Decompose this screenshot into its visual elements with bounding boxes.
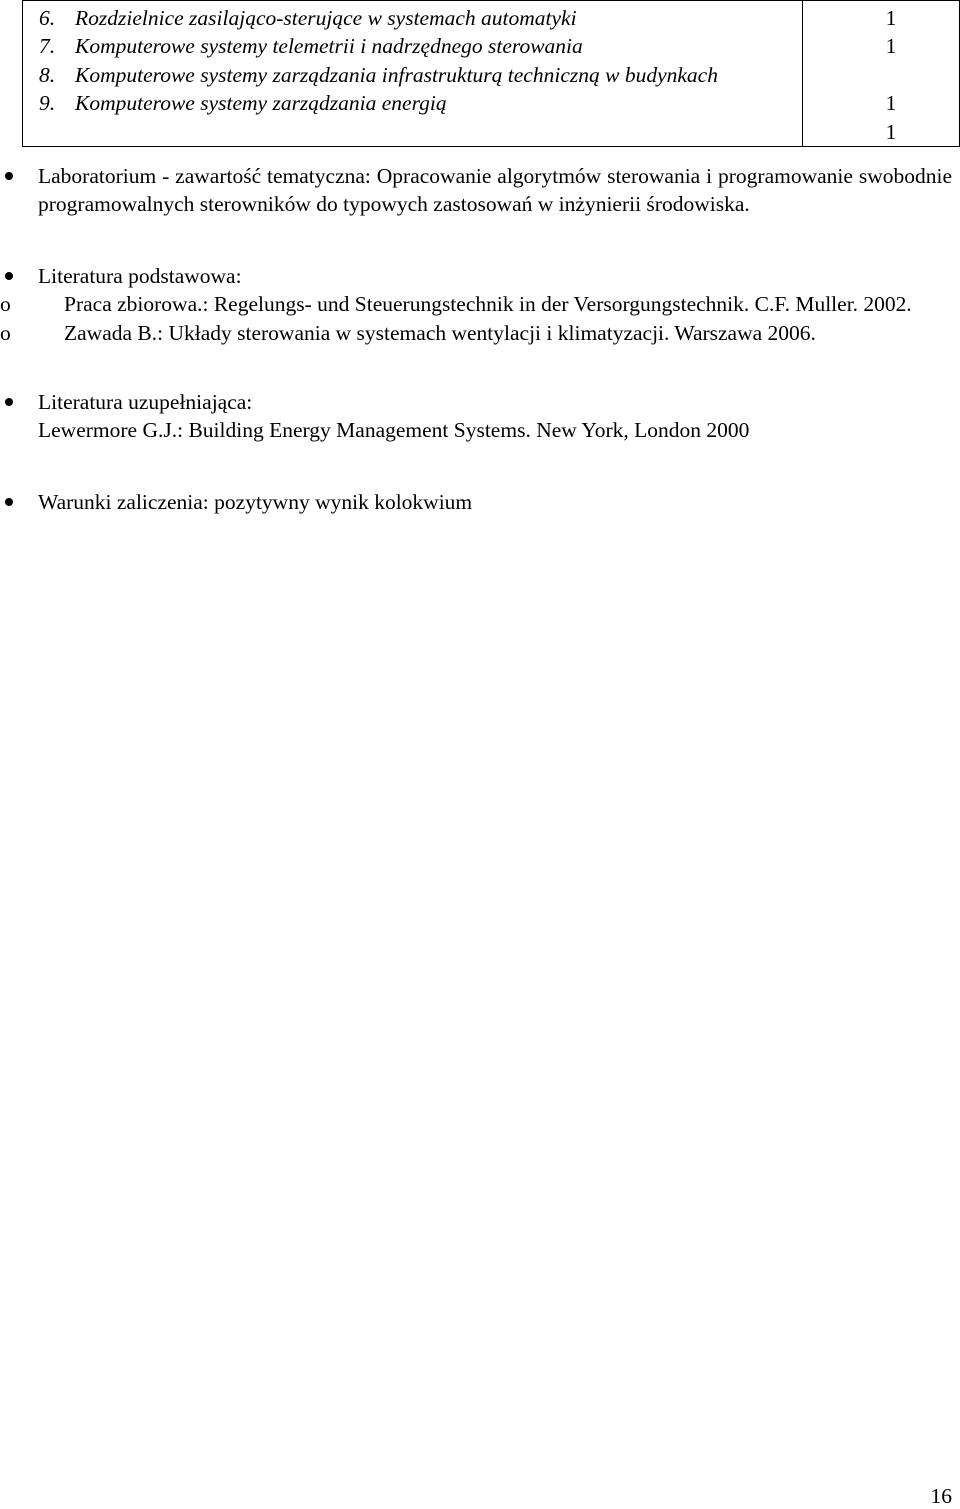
warunki-text: Warunki zaliczenia: pozytywny wynik kolokwium: [38, 490, 473, 514]
topic-title: Komputerowe systemy zarządzania energią: [75, 91, 447, 116]
list-marker: o: [0, 292, 11, 317]
bullet-icon: [5, 272, 13, 280]
topic-title: Komputerowe systemy zarządzania infrastrukturą techniczną w budynkach: [75, 62, 718, 87]
hours-cell: [803, 1, 960, 147]
list-item: [39, 4, 788, 32]
literature-item: [0, 290, 952, 318]
literature-entry: Lewermore G.J.: Building Energy Management Systems. New York, London 2000: [38, 418, 750, 443]
bullet-icon: [5, 398, 13, 406]
list-item: [39, 61, 788, 89]
literatura-podstawowa-heading: Literatura podstawowa:: [38, 264, 242, 288]
hours-value: 1: [885, 6, 897, 30]
topic-title: Rozdzielnice zasilająco-sterujące w systemach automatyki: [75, 6, 577, 30]
laboratorium-text: Laboratorium - zawartość tematyczna: Opracowanie algorytmów sterowania i programowanie swobodnie programowalnych sterowników do typowych zastosowań w inżynierii środowiska.: [38, 164, 952, 217]
list-item: [39, 32, 788, 60]
list-item: [39, 89, 788, 117]
table-row: [23, 1, 960, 147]
literature-entry: Praca zbiorowa.: Regelungs- und Steuerungstechnik in der Versorgungstechnik. C.F. Muller. 2002.: [64, 292, 912, 317]
topic-number: 9.: [39, 91, 56, 116]
hours-value: 1: [885, 34, 897, 59]
hours-value: 1: [885, 119, 897, 144]
topic-number: 8.: [39, 62, 56, 87]
literatura-uzupelniajaca-heading: Literatura uzupełniająca:: [38, 390, 253, 414]
bullet-icon: [5, 172, 13, 180]
literature-item: [0, 319, 952, 347]
topics-table: [22, 0, 960, 147]
page-number: 16: [930, 1484, 952, 1508]
literature-entry: Zawada B.: Układy sterowania w systemach wentylacji i klimatyzacji. Warszawa 2006.: [64, 320, 816, 345]
literatura-podstawowa-section: [0, 262, 952, 347]
topic-number: 7.: [39, 34, 56, 59]
hours-value: 1: [885, 91, 897, 116]
hours-spacer: [803, 61, 959, 89]
laboratorium-section: [38, 162, 952, 219]
list-marker: o: [0, 320, 11, 345]
topic-list: [23, 1, 802, 118]
warunki-section: [38, 488, 952, 516]
literatura-uzupelniajaca-section: [38, 388, 952, 445]
hours-list: [803, 1, 959, 146]
bullet-icon: [5, 498, 13, 506]
topic-title: Komputerowe systemy telemetrii i nadrzędnego sterowania: [75, 34, 583, 59]
topic-number: 6.: [39, 6, 56, 30]
topics-cell: [23, 1, 803, 147]
